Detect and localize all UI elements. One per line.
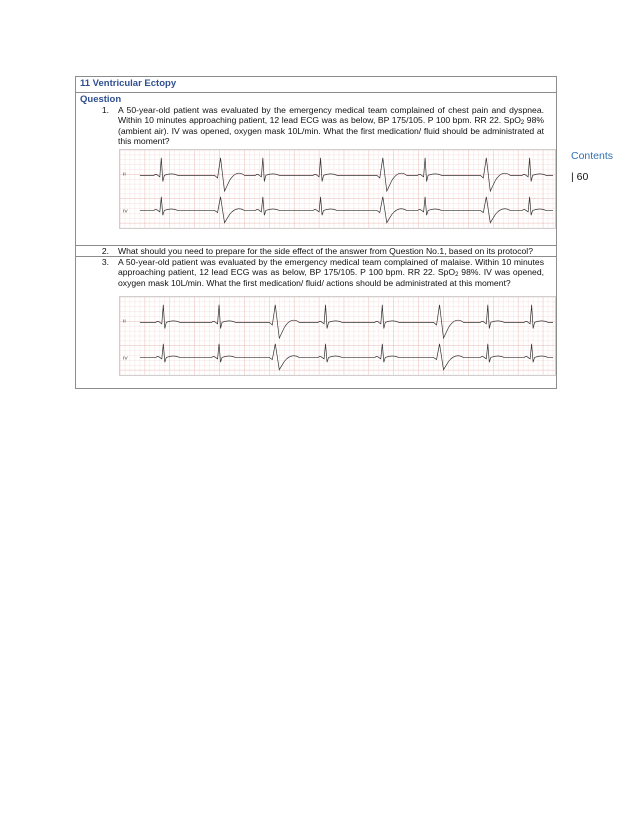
question-text: What should you need to prepare for the side effect of the answer from Question No.1, based on its protocol? bbox=[118, 245, 533, 256]
question-3 bbox=[76, 257, 556, 388]
question-text: A 50-year-old patient was evaluated by the emergency medical team complained of chest pain and dyspnea. Within 10 minutes approaching patient, 12 lead ECG was as below, BP 175/105. P 100 bpm. RR 22. SpO$_2$ 98% (ambient air). IV was opened, oxygen mask 10L/min. What the first medication/ fluid should be administrated at this moment? bbox=[118, 105, 544, 147]
ecg-strip-2 bbox=[119, 296, 556, 376]
question-header: Question bbox=[80, 94, 122, 105]
ecg-lead-label: IV bbox=[122, 209, 128, 215]
question-number: 1. bbox=[101, 105, 109, 115]
question-number: 2. bbox=[101, 245, 109, 256]
page-number: | 60 bbox=[571, 171, 589, 183]
question-2 bbox=[76, 246, 556, 256]
question-text: A 50-year-old patient was evaluated by the emergency medical team complained of malaise. Within 10 minutes approaching patient, 12 lead ECG was as below, BP 175/105. P 100 bpm. RR 22. SpO$_2$ 98%. IV was opened, oxygen mask 10L/min. What the first medication/ fluid/ actions should be administrated at this moment? bbox=[118, 257, 544, 288]
question-1 bbox=[76, 105, 556, 245]
ecg-lead-label: II bbox=[122, 172, 126, 177]
ecg-strip-1 bbox=[119, 149, 556, 229]
ecg-lead-label: IV bbox=[122, 356, 128, 362]
section-title: 11 Ventricular Ectopy bbox=[76, 77, 556, 93]
contents-link[interactable]: Contents bbox=[571, 150, 614, 162]
question-number: 3. bbox=[101, 257, 109, 268]
question-table bbox=[75, 76, 557, 389]
ecg-lead-label: II bbox=[122, 319, 126, 325]
